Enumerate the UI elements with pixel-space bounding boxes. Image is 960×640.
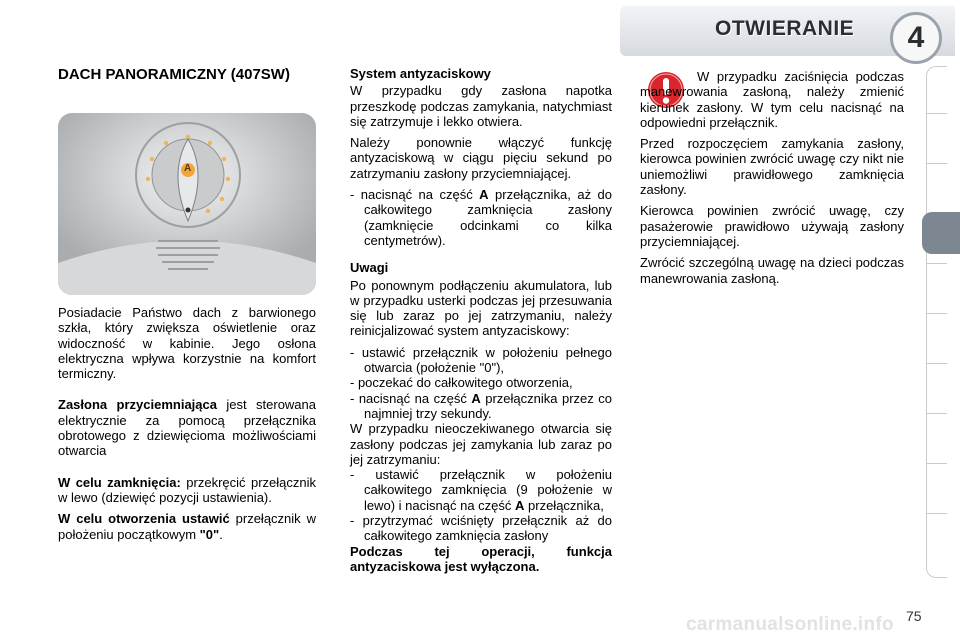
side-tab-divider bbox=[927, 113, 947, 114]
side-tab-divider bbox=[927, 313, 947, 314]
chapter-number-badge: 4 bbox=[890, 12, 942, 64]
step-text: - ustawić przełącznik w położeniu całkowitego zamknięcia (9 położenie w lewo) i nacisnąć na część bbox=[350, 467, 612, 513]
closing-paragraph bbox=[58, 475, 316, 506]
side-tab-divider bbox=[927, 413, 947, 414]
chapter-title: OTWIERANIE bbox=[715, 17, 855, 40]
watermark: carmanualsonline.info bbox=[686, 614, 894, 635]
step-text: - nacisnąć na część bbox=[350, 390, 472, 406]
notes-heading: Uwagi bbox=[350, 260, 389, 276]
reinit-step-1: - ustawić przełącznik w położeniu pełnego otwarcia (położenie "0"), bbox=[350, 344, 612, 376]
sunblind-term: Zasłona przyciemniająca bbox=[58, 397, 217, 413]
left-column-text bbox=[58, 305, 316, 548]
driver-check-paragraph: Przed rozpoczęciem zamykania zasłony, kierowca powinien zwrócić uwagę czy nikt nie uniemożliwi prawidłowego zamknięcia zasłony. bbox=[640, 136, 904, 198]
roof-switch-illustration bbox=[58, 113, 316, 295]
warning-paragraph: W przypadku zaciśnięcia podczas manewrowania zasłoną, należy zmienić kierunek zasłony. W tym celu nacisnąć na odpowiedni przełącznik. bbox=[640, 69, 904, 130]
closing-term: W celu zamknięcia: bbox=[58, 474, 181, 490]
opening-term: W celu otworzenia ustawić bbox=[58, 511, 230, 527]
unexpected-step-2: - przytrzymać wciśnięty przełącznik aż do całkowitego zamknięcia zasłony bbox=[350, 513, 612, 544]
passenger-use-paragraph: Kierowca powinien zwrócić uwagę, czy pasażerowie prawidłowo używają zasłony przyciemniającej. bbox=[640, 203, 904, 249]
page-number: 75 bbox=[906, 608, 922, 624]
opening-end: . bbox=[219, 526, 223, 542]
reactivate-paragraph: Należy ponownie włączyć funkcję antyzaciskową w ciągu pięciu sekund po zatrzymaniu zasłony przyciemniającej. bbox=[350, 135, 612, 181]
side-tab-active bbox=[922, 212, 960, 254]
unexpected-opening-paragraph: W przypadku nieoczekiwanego otwarcia się zasłony podczas jej zamykania lub zaraz po jej zatrzymaniu: bbox=[350, 421, 612, 467]
opening-paragraph bbox=[58, 511, 316, 542]
closing-text: przekręcić przełącznik w lewo (dziewięć pozycji ustawienia). bbox=[58, 474, 316, 505]
reinit-step-3 bbox=[350, 391, 612, 422]
step-text: przełącznika przez co najmniej trzy sekundy. bbox=[364, 390, 612, 421]
side-tab-divider bbox=[927, 513, 947, 514]
opening-position-value: "0" bbox=[199, 526, 220, 542]
side-tab-divider bbox=[927, 163, 947, 164]
intro-paragraph: Posiadacie Państwo dach z barwionego szkła, który zwiększa oświetlenie oraz widoczność w kabinie. Jego osłona elektryczna wpływa korzystnie na komfort termiczny. bbox=[58, 305, 316, 382]
roof-switch-drawing bbox=[58, 113, 316, 295]
left-column bbox=[58, 66, 316, 83]
anti-pinch-heading: System antyzaciskowy bbox=[350, 66, 491, 81]
step-text: przełącznika, aż do całkowitego zamknięcia zasłony (zamknięcie odcinkami co kilka centymetrów). bbox=[364, 187, 612, 248]
chapter-side-tabs bbox=[926, 66, 947, 578]
part-a-letter: A bbox=[479, 187, 489, 203]
part-a-letter: A bbox=[471, 390, 481, 406]
unexpected-step-1 bbox=[350, 467, 612, 513]
part-a-letter: A bbox=[515, 497, 525, 513]
anti-pinch-paragraph: W przypadku gdy zasłona napotka przeszkodę podczas zamykania, natychmiast się zatrzymuje i lekko otwiera. bbox=[350, 83, 612, 129]
middle-column bbox=[350, 66, 612, 580]
side-tab-divider bbox=[927, 363, 947, 364]
anti-pinch-disabled-note: Podczas tej operacji, funkcja antyzaciskowa jest wyłączona. bbox=[350, 543, 612, 574]
right-column bbox=[640, 69, 904, 292]
children-caution-paragraph: Zwrócić szczególną uwagę na dzieci podczas manewrowania zasłoną. bbox=[640, 255, 904, 286]
step-text: przełącznika, bbox=[524, 497, 604, 513]
sunblind-paragraph bbox=[58, 397, 316, 458]
section-heading: DACH PANORAMICZNY (407SW) bbox=[58, 66, 290, 83]
reactivate-step bbox=[350, 187, 612, 248]
switch-part-a-label: A bbox=[184, 163, 192, 174]
side-tab-divider bbox=[927, 263, 947, 264]
step-text: - nacisnąć na część bbox=[350, 187, 480, 203]
side-tab-divider bbox=[927, 463, 947, 464]
sunblind-text: jest sterowana elektrycznie za pomocą przełącznika obrotowego z dziewięcioma możliwościami otwarcia bbox=[58, 397, 317, 459]
notes-paragraph: Po ponownym podłączeniu akumulatora, lub w przypadku usterki podczas jej przesuwania się lub zaraz po jej zatrzymaniu, należy reinicjalizować system antyzaciskowy: bbox=[350, 277, 612, 339]
reinit-step-2: - poczekać do całkowitego otworzenia, bbox=[350, 375, 573, 391]
opening-text: przełącznik w położeniu początkowym bbox=[58, 511, 317, 542]
